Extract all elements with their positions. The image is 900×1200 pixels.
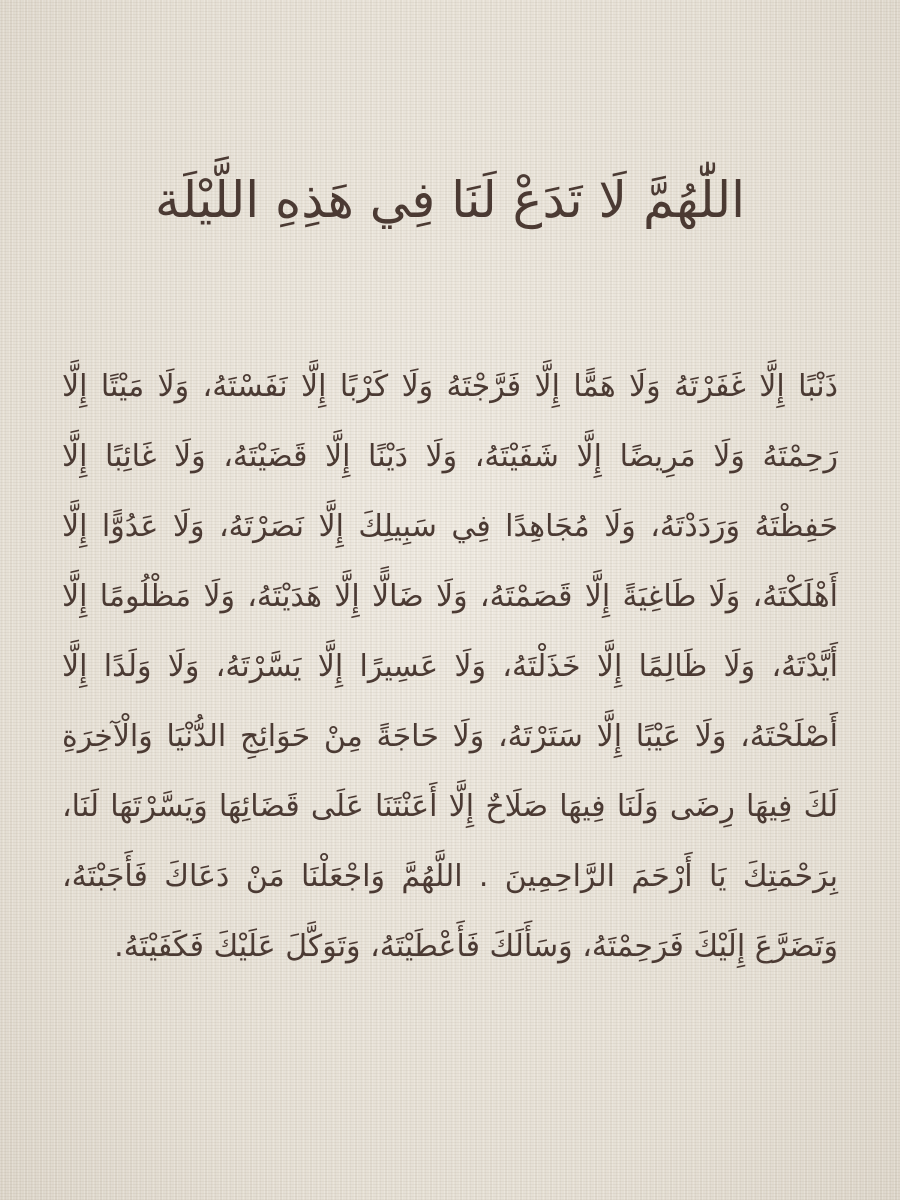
prayer-body: ذَنْبًا إِلَّا غَفَرْتَهُ وَلَا هَمًّا إِلَّا فَرَّجْتَهُ وَلَا كَرْبًا إِلَّا نَفَسْتَهُ، وَلَا مَيْتًا إِلَّا رَحِمْتَهُ وَلَا مَرِيضًا إِلَّا شَفَيْتَهُ، وَلَا دَيْنًا إِلَّا قَضَيْتَهُ، وَلَا غَائِبًا إِلَّا حَفِظْتَهُ وَرَدَدْتَهُ، وَلَا مُجَاهِدًا فِي سَبِيلِكَ إِلَّا نَصَرْتَهُ، وَلَا عَدُوًّا إِلَّا أَهْلَكْتَهُ، وَلَا طَاغِيَةً إِلَّا قَصَمْتَهُ، وَلَا ضَالًّا إِلَّا هَدَيْتَهُ، وَلَا مَظْلُومًا إِلَّا أَيَّدْتَهُ، وَلَا ظَالِمًا إِلَّا خَذَلْتَهُ، وَلَا عَسِيرًا إِلَّا يَسَّرْتَهُ، وَلَا وَلَدًا إِلَّا أَصْلَحْتَهُ، وَلَا عَيْبًا إِلَّا سَتَرْتَهُ، وَلَا حَاجَةً مِنْ حَوَائِجِ الدُّنْيَا وَالْآخِرَةِ لَكَ فِيهَا رِضَى وَلَنَا فِيهَا صَلَاحٌ إِلَّا أَعَنْتَنَا عَلَى قَضَائِهَا وَيَسَّرْتَهَا لَنَا، بِرَحْمَتِكَ يَا أَرْحَمَ الرَّاحِمِينَ . اللَّهُمَّ وَاجْعَلْنَا مَنْ دَعَاكَ فَأَجَبْتَهُ، وَتَضَرَّعَ إِلَيْكَ فَرَحِمْتَهُ، وَسَأَلَكَ فَأَعْطَيْتَهُ، وَتَوَكَّلَ عَلَيْكَ فَكَفَيْتَهُ. [62,369,838,964]
prayer-title: اللّٰهُمَّ لَا تَدَعْ لَنَا فِي هَذِهِ اللَّيْلَة [155,171,745,229]
